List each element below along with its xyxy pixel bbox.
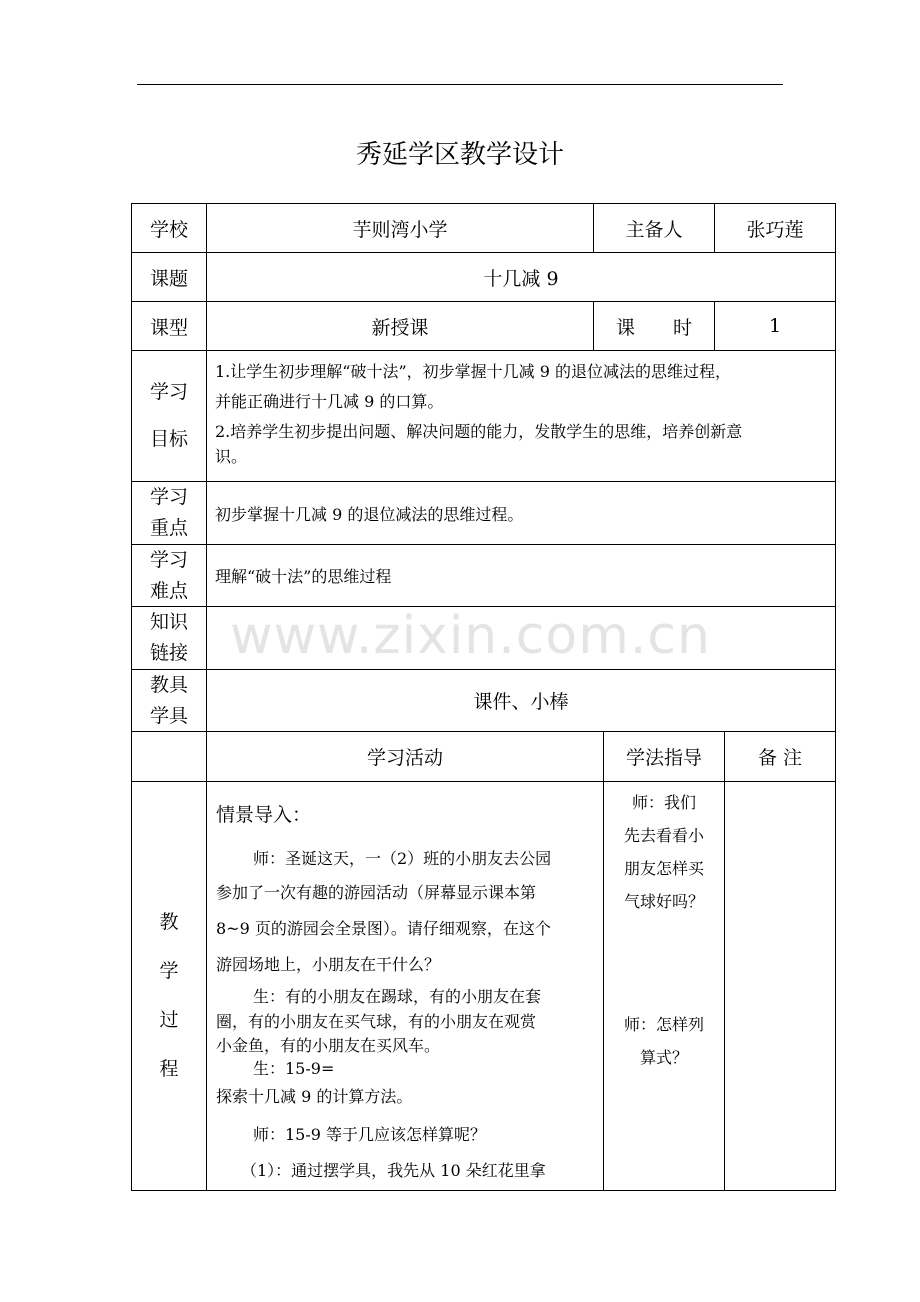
lesson-type-value: 新授课 — [206, 301, 594, 351]
key-point-label-line-2: 重点 — [149, 517, 188, 539]
guide-line: 师：怎样列 — [623, 1015, 704, 1034]
process-line: 生：有的小朋友在踢球，有的小朋友在套 — [253, 987, 542, 1006]
period-value: 1 — [714, 301, 836, 351]
objectives-label-line-2: 目标 — [149, 428, 188, 450]
process-line: 游园场地上，小朋友在干什么？ — [216, 955, 441, 974]
process-guide — [603, 781, 725, 1191]
key-point-label — [131, 481, 207, 545]
objectives-label — [131, 350, 207, 482]
school-value: 芋则湾小学 — [206, 203, 594, 253]
watermark: www.zixin.com.cn — [230, 606, 711, 666]
guide-line: 算式？ — [639, 1048, 688, 1067]
process-label — [131, 781, 207, 1191]
page-title: 秀延学区教学设计 — [355, 140, 564, 170]
process-line: 师：圣诞这天，一（2）班的小朋友去公园 — [253, 849, 552, 868]
period-label: 课 时 — [593, 301, 715, 351]
difficulty-label — [131, 544, 207, 607]
process-line: 生：15-9= — [253, 1059, 335, 1078]
difficulty-label-line-1: 学习 — [149, 548, 188, 571]
objectives-label-line-1: 学习 — [149, 381, 188, 403]
knowledge-label-line-2: 链接 — [149, 642, 188, 664]
process-label-char: 教 — [159, 911, 179, 933]
process-note — [724, 781, 836, 1191]
difficulty-value: 理解“破十法”的思维过程 — [206, 544, 836, 607]
key-point-label-line-1: 学习 — [149, 486, 188, 508]
objective-line-2: 并能正确进行十几减 9 的口算。 — [215, 392, 444, 411]
guide-line: 先去看看小 — [623, 826, 704, 845]
process-line: 情景导入： — [216, 804, 312, 826]
knowledge-label-line-1: 知识 — [149, 611, 188, 633]
process-line: 小金鱼，有的小朋友在买风车。 — [216, 1036, 441, 1055]
process-label-char: 学 — [159, 960, 179, 982]
process-line: 探索十几减 9 的计算方法。 — [216, 1087, 413, 1106]
topic-label: 课题 — [131, 252, 207, 302]
guide-line: 师：我们 — [631, 793, 696, 812]
process-line: 圈，有的小朋友在买气球，有的小朋友在观赏 — [216, 1012, 537, 1031]
tools-label-line-2: 学具 — [149, 704, 188, 727]
difficulty-label-line-2: 难点 — [149, 579, 188, 602]
objective-line-1: 1.让学生初步理解“破十法”，初步掌握十几减 9 的退位减法的思维过程， — [215, 362, 731, 381]
school-label: 学校 — [131, 203, 207, 253]
process-label-text — [132, 898, 206, 1094]
lesson-type-label: 课型 — [131, 301, 207, 351]
method-header: 学法指导 — [603, 731, 725, 782]
objectives-content — [206, 350, 836, 482]
knowledge-label — [131, 606, 207, 670]
guide-block-2 — [604, 1008, 724, 1074]
guide-line: 气球好吗？ — [623, 892, 704, 911]
preparer-value: 张巧莲 — [714, 203, 836, 253]
preparer-label: 主备人 — [593, 203, 715, 253]
knowledge-value — [206, 606, 836, 670]
objective-line-4: 识。 — [215, 447, 248, 466]
objective-line-3: 2.培养学生初步提出问题、解决问题的能力，发散学生的思维，培养创新意 — [215, 422, 743, 441]
key-point-value: 初步掌握十几减 9 的退位减法的思维过程。 — [206, 481, 836, 545]
process-line: 参加了一次有趣的游园活动（屏幕显示课本第 — [216, 883, 537, 902]
note-header: 备 注 — [724, 731, 836, 782]
process-line: 8~9 页的游园会全景图）。请仔细观察，在这个 — [216, 919, 551, 938]
activity-header-blank — [131, 731, 207, 782]
guide-line: 朋友怎样买 — [623, 859, 704, 878]
guide-block-1 — [604, 786, 724, 918]
activity-header: 学习活动 — [206, 731, 604, 782]
process-line: 师：15-9 等于几应该怎样算呢？ — [253, 1125, 487, 1144]
header-rule — [137, 84, 783, 85]
process-line: （1）：通过摆学具，我先从 10 朵红花里拿 — [241, 1161, 546, 1180]
process-content — [206, 781, 604, 1191]
process-label-char: 过 — [159, 1009, 179, 1031]
tools-value: 课件、小棒 — [206, 669, 836, 732]
tools-label-line-1: 教具 — [149, 673, 188, 696]
process-label-char: 程 — [159, 1058, 179, 1080]
topic-value: 十几减 9 — [206, 252, 836, 302]
tools-label — [131, 669, 207, 732]
